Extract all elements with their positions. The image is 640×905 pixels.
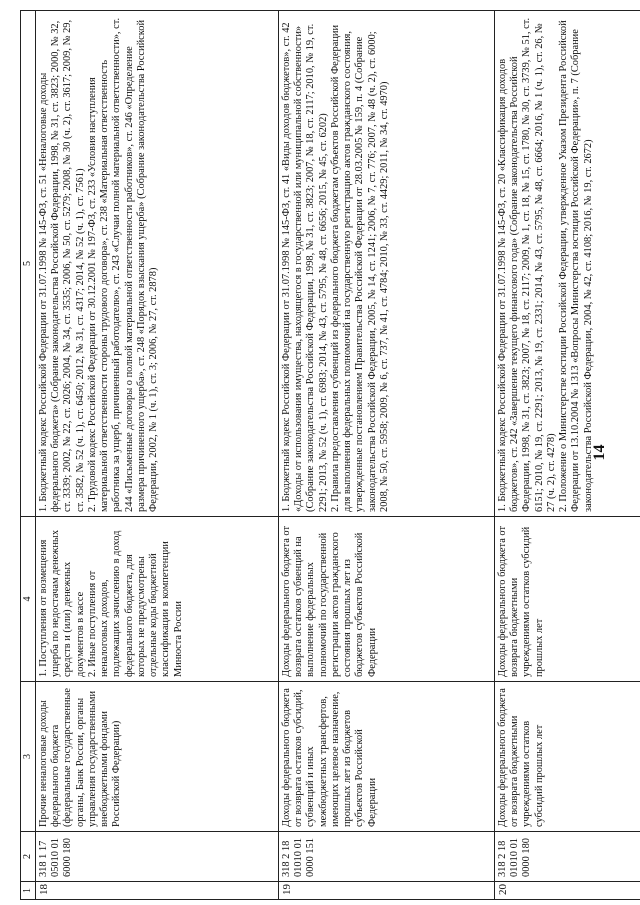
legal-basis: 1. Бюджетный кодекс Российской Федерации от 31.07.1998 № 145-ФЗ, ст. 41 «Виды доходов бюджетов», ст. 42 «Доходы от использования имущества, находящегося в государственной или муниципальной собственности» (Собрание законодательства Российской Федерации, 1998, № 31, ст. 3823; 2007, № 18, ст. 2117; 2010, № 19, ст. 2291; 2013, № 52 (ч. 1), ст. 6983; 2014, № 43, ст. 5795, № 48, ст. 6656; 2015, № 45, ст. 6202) 2. Правила предоставления субвенций из федерального бюджета бюджетам субъектов Российской Федерации для выполнения федеральных полномочий на государственную регистрацию актов гражданского состояния, утвержденные постановлением Правительства Российской Федерации от 28.03.2005 № 159, п. 4 (Собрание законодательства Российской Федерации, 2005, № 14, ст. 1241; 2006, № 7, ст. 776; 2007, № 48 (ч. 2), ст. 6000; 2008, № 50, ст. 5958; 2009, № 6, ст. 737, № 41, ст. 4784; 2010, № 33, ст. 4429; 2011, № 34, ст. 4970)	[278, 11, 494, 517]
page-number: 14	[591, 444, 608, 461]
header-col-3: 3	[21, 682, 36, 832]
header-col-4: 4	[21, 517, 36, 682]
table-body	[35, 11, 640, 900]
revenue-name: Доходы федерального бюджета от возврата остатков субсидий, субвенций и иных межбюджетных трансфертов, имеющих целевое назначение, прошлых лет из бюджетов субъектов Российской Федерации	[278, 682, 494, 832]
budget-code: 318 2 18 01010 01 0000 180	[494, 832, 640, 882]
revenue-name: Доходы федерального бюджета от возврата бюджетными учреждениями остатков субсидий прошлых лет	[494, 682, 640, 832]
row-number: 18	[35, 882, 278, 900]
budget-code: 318 2 18 01010 01 0000 151	[278, 832, 494, 882]
table-row	[494, 11, 640, 900]
table-row	[35, 11, 278, 900]
budget-code: 318 1 17 05010 01 6000 180	[35, 832, 278, 882]
table-header	[21, 11, 36, 900]
revenue-description: Доходы федерального бюджета от возврата остатков субвенций на выполнение федеральных полномочий по государственной регистрации актов гражданского состояния прошлых лет из бюджетов субъектов Российской Федерации	[278, 517, 494, 682]
header-col-5: 5	[21, 11, 36, 517]
revenue-sources-table	[20, 10, 640, 900]
header-row	[21, 11, 36, 900]
header-col-2: 2	[21, 832, 36, 882]
table-row	[278, 11, 494, 900]
revenue-name: Прочие неналоговые доходы федерального бюджета (федеральные государственные органы, Банк России, органы управления государственными внебюджетными фондами Российской Федерации)	[35, 682, 278, 832]
revenue-description: Доходы федерального бюджета от возврата бюджетными учреждениями остатков субсидий прошлых лет	[494, 517, 640, 682]
revenue-description: 1. Поступления от возмещения ущерба по недостачам денежных средств и (или) денежных документов в кассе 2. Иные поступления от неналоговых доходов, подлежащих зачислению в доход федерального бюджета, для которых не предусмотрены отдельные коды бюджетной классификации в компетенции Минюста России	[35, 517, 278, 682]
row-number: 19	[278, 882, 494, 900]
legal-basis: 1. Бюджетный кодекс Российской Федерации от 31.07.1998 № 145-ФЗ, ст. 51 «Неналоговые доходы федерального бюджета» (Собрание законодательства Российской Федерации, 1998, № 31, ст. 3823; 2000, № 32, ст. 3339; 2002, № 22, ст. 2026; 2004, № 34, ст. 3535; 2006, № 50, ст. 5279; 2008, № 30 (ч. 2), ст. 3617; 2009, № 29, ст. 3582, № 52 (ч. 1), ст. 6450; 2012, № 31, ст. 4317; 2014, № 52 (ч. 1), ст. 7561) 2. Трудовой кодекс Российской Федерации от 30.12.2001 № 197-ФЗ, ст. 233 «Условия наступления материальной ответственности стороны трудового договора», ст. 238 «Материальная ответственность работника за ущерб, причиненный работодателю», ст. 243 «Случаи полной материальной ответственности», ст. 244 «Письменные договоры о полной материальной ответственности работников», ст. 246 «Определение размера причиненного ущерба», ст. 248 «Порядок взыскания ущерба» (Собрание законодательства Российской Федерации, 2002, № 1 (ч. 1), ст. 3; 2006, № 27, ст. 2878)	[35, 11, 278, 517]
row-number: 20	[494, 882, 640, 900]
header-col-1: 1	[21, 882, 36, 900]
legal-basis: 1. Бюджетный кодекс Российской Федерации от 31.07.1998 № 145-ФЗ, ст. 20 «Классификация доходов бюджетов», ст. 242 «Завершение текущего финансового года» (Собрание законодательства Российской Федерации, 1998, № 31, ст. 3823; 2007, № 18, ст. 2117; 2009, № 1, ст. 18, № 15, ст. 1780, № 30, ст. 3739, № 51, ст. 6151; 2010, № 19, ст. 2291; 2013, № 19, ст. 2331; 2014, № 43, ст. 5795, № 48, ст. 6664; 2016, № 1 (ч. 1), ст. 26, № 27 (ч. 2), ст. 4278) 2. Положение о Министерстве юстиции Российской Федерации, утвержденное Указом Президента Российской Федерации от 13.10.2004 № 1313 «Вопросы Министерства юстиции Российской Федерации», п. 7 (Собрание законодательства Российской Федерации, 2004, № 42, ст. 4108; 2016, № 19, ст. 2672)	[494, 11, 640, 517]
